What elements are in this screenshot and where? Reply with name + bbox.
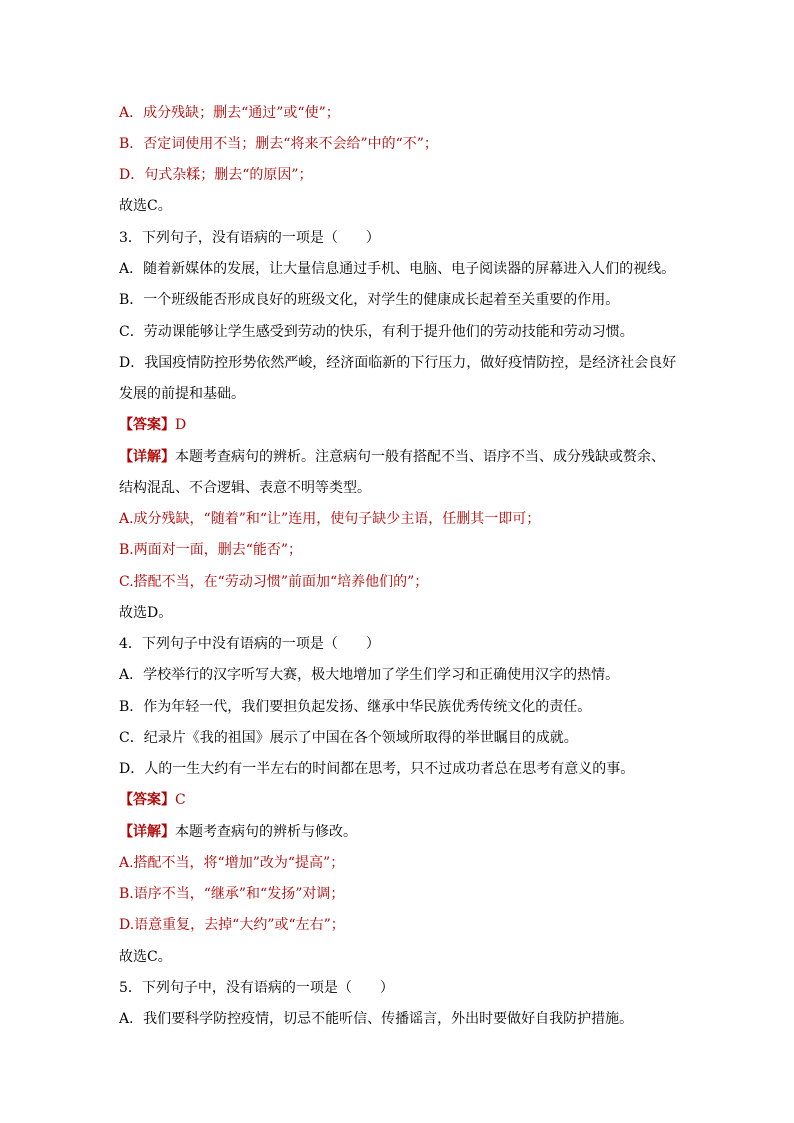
q3-explanation-c: C.搭配不当，在“劳动习惯”前面加“培养他们的”；	[119, 574, 429, 590]
q3-option-d-line2: 发展的前提和基础。	[119, 386, 245, 402]
answer-value: D	[175, 417, 187, 433]
answer-tag: 【答案】	[119, 792, 175, 808]
detail-text: 本题考查病句的辨析。注意病句一般有搭配不当、语序不当、成分残缺或赘余、	[175, 449, 665, 465]
q2-option-d-explanation: D．句式杂糅；删去“的原因”；	[119, 167, 313, 183]
q3-conclusion: 故选D。	[119, 605, 173, 621]
q3-option-d-line1: D．我国疫情防控形势依然严峻，经济面临新的下行压力，做好疫情防控，是经济社会良好	[119, 355, 677, 371]
q4-stem: 4．下列句子中没有语病的一项是（ ）	[119, 636, 380, 652]
detail-tag: 【详解】	[119, 449, 175, 465]
q3-stem: 3．下列句子，没有语病的一项是（ ）	[119, 230, 380, 246]
q4-answer	[119, 790, 754, 810]
q4-explanation-b: B.语序不当，“继承”和“发扬”对调；	[119, 886, 345, 902]
detail-tag: 【详解】	[119, 824, 175, 840]
answer-value: C	[175, 792, 186, 808]
q3-detail-line2: 结构混乱、不合逻辑、表意不明等类型。	[119, 480, 371, 496]
q3-explanation-b: B.两面对一面，删去“能否”；	[119, 542, 303, 558]
q5-stem: 5．下列句子中，没有语病的一项是（ ）	[119, 980, 394, 996]
q4-option-d: D．人的一生大约有一半左右的时间都在思考，只不过成功者总在思考有意义的事。	[119, 761, 635, 777]
q3-option-b: B．一个班级能否形成良好的班级文化，对学生的健康成长起着至关重要的作用。	[119, 292, 620, 308]
answer-tag: 【答案】	[119, 417, 175, 433]
q4-detail-line1	[119, 822, 754, 842]
q4-option-c: C．纪录片《我的祖国》展示了中国在各个领域所取得的举世瞩目的成就。	[119, 730, 578, 746]
q4-explanation-d: D.语意重复，去掉“大约”或“左右”；	[119, 917, 345, 933]
q3-answer	[119, 415, 754, 435]
q4-explanation-a: A.搭配不当，将“增加”改为“提高”；	[119, 855, 345, 871]
q3-explanation-a: A.成分残缺，“随着”和“让”连用，使句子缺少主语，任删其一即可；	[119, 511, 541, 527]
q3-detail-line1	[119, 447, 754, 467]
q5-option-a: A．我们要科学防控疫情，切忌不能听信、传播谣言，外出时要做好自我防护措施。	[119, 1011, 634, 1027]
q2-conclusion: 故选C。	[119, 198, 172, 214]
q3-option-c: C．劳动课能够让学生感受到劳动的快乐，有利于提升他们的劳动技能和劳动习惯。	[119, 324, 634, 340]
q2-option-b-explanation: B．否定词使用不当；删去“将来不会给”中的“不”；	[119, 136, 438, 152]
q4-option-a: A．学校举行的汉字听写大赛，极大地增加了学生们学习和正确使用汉字的热情。	[119, 667, 620, 683]
q4-option-b: B．作为年轻一代，我们要担负起发扬、继承中华民族优秀传统文化的责任。	[119, 699, 592, 715]
q4-conclusion: 故选C。	[119, 949, 172, 965]
q2-option-a-explanation: A．成分残缺；删去“通过”或“使”；	[119, 105, 340, 121]
q3-option-a: A．随着新媒体的发展，让大量信息通过手机、电脑、电子阅读器的屏幕进入人们的视线。	[119, 261, 676, 277]
detail-text: 本题考查病句的辨析与修改。	[175, 824, 357, 840]
